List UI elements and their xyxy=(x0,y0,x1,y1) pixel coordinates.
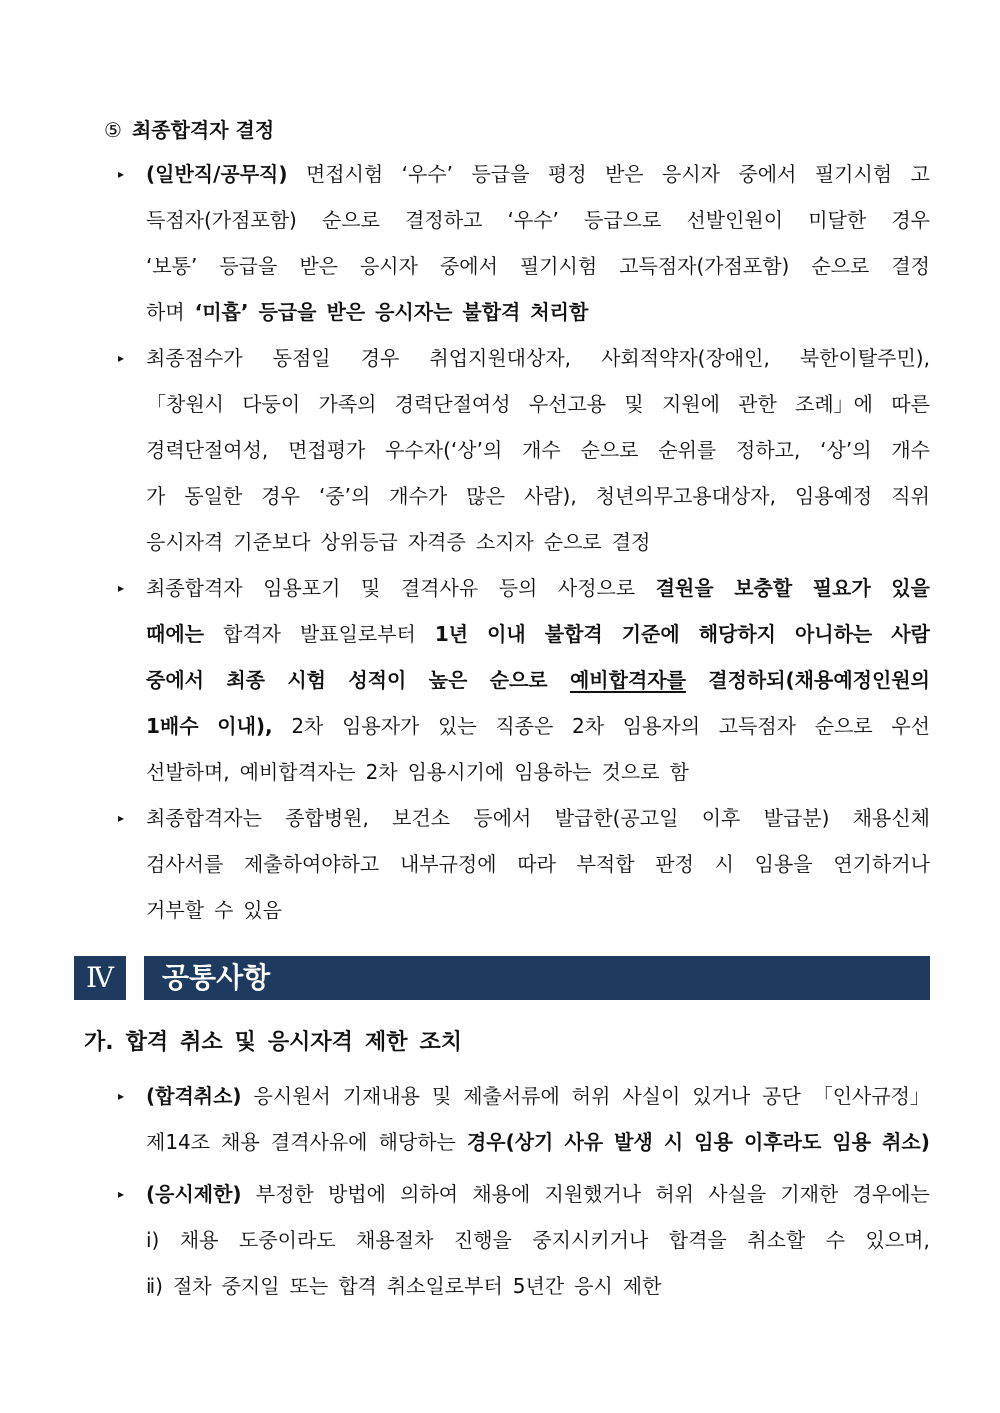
text-line xyxy=(146,197,930,243)
text-word: 응시 xyxy=(574,1274,613,1298)
text-word: 등에서 xyxy=(473,806,532,830)
text-word: 임용자의 xyxy=(622,714,701,738)
text-word: 2차 xyxy=(572,714,605,738)
text-word: 경우에는 xyxy=(852,1182,930,1206)
text-word: 채용에 xyxy=(472,1182,531,1206)
text-word: 이후 xyxy=(701,806,741,830)
text-word: 진행을 xyxy=(453,1228,512,1252)
text-word: 있으며, xyxy=(865,1228,930,1252)
text-line xyxy=(146,243,930,289)
text-word: 부적합 xyxy=(576,852,635,876)
text-word: 아니하는 xyxy=(794,622,873,646)
text-word: 따라 xyxy=(517,852,556,876)
bullet-arrow-icon: ▸ xyxy=(118,351,125,365)
text-word: 최종합격자는 xyxy=(146,806,262,830)
text-word: 2차 xyxy=(291,714,324,738)
text-word: 응시자격 xyxy=(146,530,224,554)
text-word: 경력단절여성 xyxy=(394,392,511,416)
text-word: 우선 xyxy=(891,714,930,738)
text-word: 방법에 xyxy=(327,1182,386,1206)
text-word: 고득점자 xyxy=(718,714,796,738)
text-line xyxy=(146,795,930,841)
text-word: 수 xyxy=(213,898,234,922)
text-word: 필요가 xyxy=(812,576,871,600)
text-word: 공단 xyxy=(762,1084,801,1108)
text-word: 많은 xyxy=(466,484,505,508)
text-word: 사실을 xyxy=(708,1182,767,1206)
text-word: 시 xyxy=(663,1130,684,1154)
text-word: 함 xyxy=(669,760,689,784)
text-word: 제한 xyxy=(364,1030,408,1055)
text-word: 최종 xyxy=(226,668,265,692)
text-word: 임용 xyxy=(832,1130,871,1154)
section-title-bar xyxy=(144,956,930,1000)
step-5-heading xyxy=(104,112,274,148)
text-word: 성적이 xyxy=(348,668,407,692)
text-word: 등급을 xyxy=(258,300,317,324)
text-line xyxy=(146,565,930,611)
text-line xyxy=(146,841,930,887)
text-word: 청년의무고용대상자, xyxy=(595,484,776,508)
text-word: 채용 xyxy=(179,1228,219,1252)
text-word: ‘중’의 xyxy=(318,484,371,508)
text-word: 동점일 xyxy=(272,346,331,370)
text-word: 직위 xyxy=(891,484,930,508)
text-word: 우선고용 xyxy=(528,392,607,416)
text-word: 가족의 xyxy=(318,392,377,416)
text-word: 내부규정에 xyxy=(399,852,497,876)
text-line xyxy=(146,1073,930,1119)
text-word: 시험 xyxy=(287,668,326,692)
text-word: 결정하되(채용예정인원의 xyxy=(708,668,930,692)
text-word: 채용신체 xyxy=(852,806,930,830)
text-word: 있을 xyxy=(891,576,930,600)
text-line xyxy=(146,381,930,427)
text-line xyxy=(146,335,930,381)
text-word: ‘상’의 xyxy=(820,438,872,462)
text-word: 제한 xyxy=(622,1274,662,1298)
text-word: 예비합격자는 xyxy=(239,760,356,784)
text-word: 우수자(‘상’의 xyxy=(385,438,503,462)
text-word: 중에서 xyxy=(439,254,498,278)
text-word: 검사서를 xyxy=(146,852,224,876)
text-word: 지원했거나 xyxy=(544,1182,642,1206)
text-line xyxy=(146,1119,930,1165)
text-word: 있음 xyxy=(243,898,282,922)
text-word: 등급으로 xyxy=(584,208,662,232)
text-word: 최종점수가 xyxy=(146,346,243,370)
text-word: 사회적약자(장애인, xyxy=(601,346,770,370)
text-word: 1년 xyxy=(434,622,469,646)
text-word: 처리함 xyxy=(530,300,589,324)
text-word: 5년간 xyxy=(512,1274,565,1298)
text-word: 취소일로부터 xyxy=(386,1274,503,1298)
text-line xyxy=(146,151,930,197)
text-word: 따른 xyxy=(891,392,930,416)
text-word: 기준보다 xyxy=(233,530,311,554)
text-word: 의하여 xyxy=(400,1182,459,1206)
text-word: 응시자는 xyxy=(375,300,453,324)
text-word: 고 xyxy=(910,162,930,186)
text-word: 응시자 xyxy=(662,162,720,186)
text-word: 제출하여야하고 xyxy=(243,852,380,876)
text-word: 제출서류에 xyxy=(463,1084,560,1108)
text-word: 중지시키거나 xyxy=(532,1228,649,1252)
text-word: 기재한 xyxy=(780,1182,839,1206)
text-word: 하며 xyxy=(146,300,185,324)
text-word: 및 xyxy=(360,576,381,600)
text-word: 허위 xyxy=(655,1182,694,1206)
text-word: 것으로 xyxy=(601,760,660,784)
text-word: 받은 xyxy=(604,162,644,186)
text-word: 직종은 xyxy=(495,714,554,738)
text-word: 사실이 xyxy=(622,1084,681,1108)
text-word: 결격사유 xyxy=(400,576,479,600)
text-word: 응시원서 xyxy=(253,1084,331,1108)
text-word: 발표일로부터 xyxy=(299,622,416,646)
section-number-badge: Ⅳ xyxy=(74,956,126,1000)
text-word: 「인사규정」 xyxy=(812,1084,930,1108)
text-word: 2차 xyxy=(365,760,398,784)
text-word: 경우 xyxy=(261,484,300,508)
text-line xyxy=(146,611,930,657)
text-word: ‘우수’ xyxy=(401,162,454,186)
text-word: 북한이탈주민), xyxy=(799,346,930,370)
text-line xyxy=(146,519,930,565)
section-title: 공통사항 xyxy=(162,961,271,994)
text-word: 합격 xyxy=(338,1274,377,1298)
text-word: 응시자 xyxy=(359,254,418,278)
text-word: 임용 xyxy=(694,1130,733,1154)
text-word: 불합격 xyxy=(544,622,603,646)
text-word: (응시제한) xyxy=(146,1182,242,1206)
text-word: 부정한 xyxy=(255,1182,314,1206)
text-word: 자격증 xyxy=(407,530,466,554)
text-word: 면접평가 xyxy=(288,438,366,462)
text-word: 중에서 xyxy=(738,162,797,186)
text-word: 응시자격 xyxy=(267,1030,353,1055)
text-word: 정하고, xyxy=(736,438,801,462)
text-line xyxy=(146,703,930,749)
text-word: 경우 xyxy=(891,208,930,232)
text-word: 1배수 xyxy=(146,714,199,738)
text-word: 상위등급 xyxy=(320,530,398,554)
text-word: 개수 xyxy=(522,438,561,462)
text-word: (일반직/공무직) xyxy=(146,162,288,186)
text-word: 결정 xyxy=(891,254,930,278)
text-word: 및 xyxy=(234,1030,256,1055)
text-word: 득점자(가점포함) xyxy=(146,208,297,232)
text-word: 사람), xyxy=(523,484,577,508)
text-word: 선발인원이 xyxy=(686,208,784,232)
text-word: 허위 xyxy=(571,1084,611,1108)
text-word: 개수 xyxy=(891,438,930,462)
text-word: 조치 xyxy=(419,1030,462,1055)
text-word: 가 xyxy=(146,484,166,508)
text-word: 절차 xyxy=(172,1274,212,1298)
text-word: 평정 xyxy=(547,162,587,186)
text-word: 고득점자(가점포함) xyxy=(619,254,790,278)
text-word: ‘우수’ xyxy=(507,208,559,232)
text-line xyxy=(146,427,930,473)
text-word: 기준에 xyxy=(621,622,680,646)
text-word: 순으로 xyxy=(814,714,873,738)
text-word: 예비합격자를 xyxy=(569,668,686,692)
text-word: 보충할 xyxy=(734,576,793,600)
bullet-arrow-icon: ▸ xyxy=(118,1187,125,1201)
text-word: 있거나 xyxy=(692,1084,751,1108)
text-word: 해당하는 xyxy=(378,1130,456,1154)
text-line xyxy=(146,289,930,335)
text-word: 채용절차 xyxy=(356,1228,434,1252)
text-word: 다둥이 xyxy=(242,392,301,416)
text-line xyxy=(146,473,930,519)
text-line xyxy=(146,657,930,703)
text-word: 종합병원, xyxy=(285,806,369,830)
text-word: 면접시험 xyxy=(305,162,384,186)
text-word: 결정하고 xyxy=(405,208,483,232)
text-word: 순으로 xyxy=(489,668,548,692)
text-word: 소지자 xyxy=(475,530,534,554)
text-word: 또는 xyxy=(289,1274,329,1298)
text-word: 관한 xyxy=(738,392,777,416)
text-word: 발급분) xyxy=(763,806,830,830)
step-number: ⑤ xyxy=(104,118,122,142)
text-word: 채용 xyxy=(221,1130,260,1154)
text-word: 발생 xyxy=(614,1130,653,1154)
text-word: 임용자가 xyxy=(342,714,420,738)
text-word: 수 xyxy=(825,1228,846,1252)
text-word: 미달한 xyxy=(808,208,867,232)
text-word: 중지일 xyxy=(221,1274,280,1298)
text-word: 합격자 xyxy=(222,622,281,646)
text-word: 사정으로 xyxy=(557,576,636,600)
text-word: 조례」에 xyxy=(795,392,874,416)
text-word: 순으로 xyxy=(580,438,639,462)
text-word: 사람 xyxy=(891,622,930,646)
text-word: 경우 xyxy=(360,346,400,370)
text-word: 필기시험 xyxy=(814,162,893,186)
text-word: 결원을 xyxy=(655,576,714,600)
text-word: 받은 xyxy=(299,254,338,278)
text-word: 높은 xyxy=(428,668,468,692)
text-word: ‘보통’ xyxy=(146,254,198,278)
text-line xyxy=(146,1171,930,1217)
text-word: 이내), xyxy=(217,714,273,738)
text-word: 「창원시 xyxy=(146,392,224,416)
text-word: 동일한 xyxy=(184,484,243,508)
step-title: 최종합격자 결정 xyxy=(131,118,275,142)
text-word: 취업지원대상자, xyxy=(429,346,572,370)
text-word: 결정 xyxy=(611,530,651,554)
text-word: 경우(상기 xyxy=(466,1130,554,1154)
text-line xyxy=(146,1217,930,1263)
text-word: (합격취소) xyxy=(146,1084,242,1108)
text-word: 받은 xyxy=(326,300,366,324)
text-word: 및 xyxy=(431,1084,452,1108)
text-word: 취소 xyxy=(180,1030,223,1055)
text-line xyxy=(146,1263,930,1309)
text-word: 도중이라도 xyxy=(239,1228,336,1252)
bullet-arrow-icon: ▸ xyxy=(118,811,125,825)
text-word: 합격을 xyxy=(668,1228,727,1252)
text-word: 등급을 xyxy=(471,162,530,186)
text-word: 제14조 xyxy=(146,1130,211,1154)
text-word: 선발하며, xyxy=(146,760,230,784)
text-word: 임용하는 xyxy=(514,760,592,784)
text-word: 불합격 xyxy=(462,300,521,324)
text-word: 거부할 xyxy=(146,898,204,922)
bullet-arrow-icon: ▸ xyxy=(118,167,125,181)
text-word: 개수가 xyxy=(389,484,448,508)
text-word: 가. xyxy=(84,1030,114,1055)
text-word: 순위를 xyxy=(658,438,717,462)
text-word: 시 xyxy=(714,852,734,876)
text-word: 해당하지 xyxy=(698,622,776,646)
text-word: 등의 xyxy=(498,576,538,600)
text-word: 순으로 xyxy=(322,208,380,232)
text-word: 등급을 xyxy=(219,254,278,278)
text-word: 사유 xyxy=(564,1130,604,1154)
text-word: 및 xyxy=(624,392,644,416)
text-word: 있는 xyxy=(438,714,477,738)
bullet-arrow-icon: ▸ xyxy=(118,1089,125,1103)
text-word: 임용포기 xyxy=(263,576,341,600)
text-word: 연기하거나 xyxy=(833,852,930,876)
text-word: 지원에 xyxy=(661,392,720,416)
text-word: 발급한(공고일 xyxy=(554,806,679,830)
text-word: 취소할 xyxy=(747,1228,806,1252)
text-word: 결격사유에 xyxy=(270,1130,368,1154)
text-word: 때에는 xyxy=(146,622,204,646)
text-word: 이내 xyxy=(487,622,526,646)
text-word: ‘미흡’ xyxy=(194,300,249,324)
text-word: 필기시험 xyxy=(519,254,598,278)
subsection-ga-heading xyxy=(84,1025,474,1061)
text-word: 최종합격자 xyxy=(146,576,243,600)
text-word: 보건소 xyxy=(392,806,451,830)
text-word: 취소) xyxy=(882,1130,930,1154)
text-word: 순으로 xyxy=(543,530,602,554)
text-line xyxy=(146,749,930,795)
text-line xyxy=(146,887,930,933)
bullet-arrow-icon: ▸ xyxy=(118,581,125,595)
text-word: 임용시기에 xyxy=(407,760,505,784)
text-word: 순으로 xyxy=(811,254,870,278)
text-word: 판정 xyxy=(655,852,694,876)
text-word: ⅰ) xyxy=(146,1228,160,1252)
text-word: 임용예정 xyxy=(794,484,873,508)
text-word: 합격 xyxy=(125,1030,169,1055)
text-word: ⅱ) xyxy=(146,1274,163,1298)
text-word: 이후라도 xyxy=(744,1130,822,1154)
text-word: 기재내용 xyxy=(342,1084,420,1108)
text-word: 중에서 xyxy=(146,668,204,692)
text-word: 경력단절여성, xyxy=(146,438,269,462)
text-word: 임용을 xyxy=(754,852,813,876)
